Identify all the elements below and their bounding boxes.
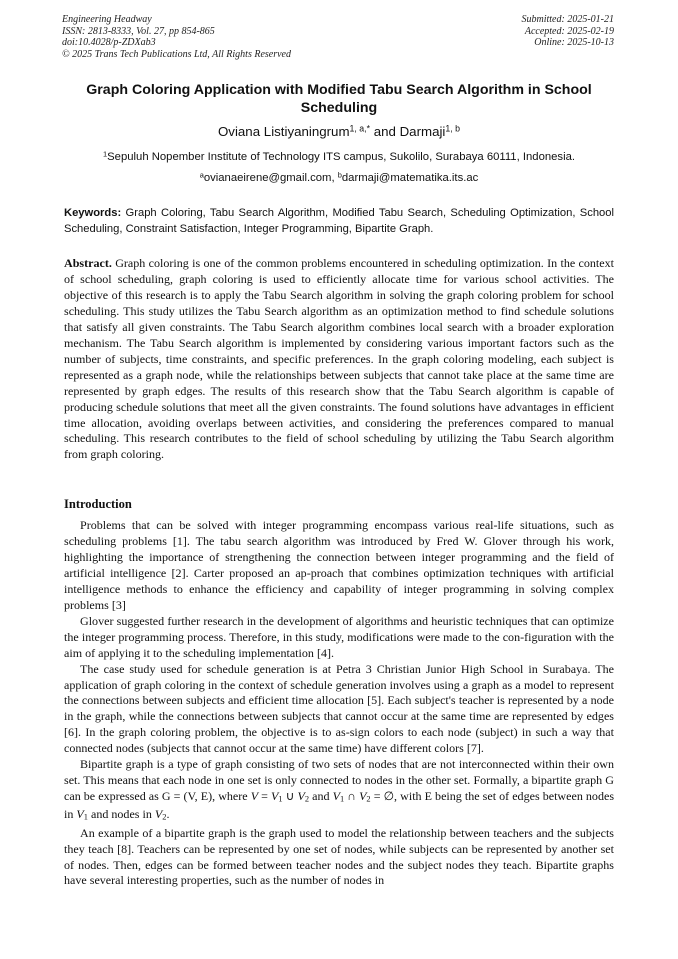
journal-header-left bbox=[62, 14, 291, 60]
affiliation-marker: 1 bbox=[103, 149, 108, 159]
journal-name: Engineering Headway bbox=[62, 14, 152, 25]
math-sub-2-b: 2 bbox=[366, 793, 371, 804]
keywords bbox=[64, 206, 614, 237]
journal-copyright: © 2025 Trans Tech Publications Ltd, All Rights Reserved bbox=[62, 48, 291, 60]
intro-paragraph-4 bbox=[64, 757, 614, 825]
abstract bbox=[64, 256, 614, 463]
author-emails bbox=[64, 171, 614, 185]
math-sub-2-c: 2 bbox=[162, 811, 167, 822]
email-b-marker: b bbox=[337, 170, 342, 180]
intro-paragraph-3: The case study used for schedule generation is at Petra 3 Christian Junior High School in Surabaya. The application of graph coloring in the context of schedule generation involves using a graph as a model to represent the connections between subjects and efficient time allocation [5]. Each subject's teacher is represented by a node in the graph, while the connections between subjects that cannot occur at the same time are represented by edges [6]. In the graph coloring problem, the objective is to as-sign colors to each node (subject) in such a way that connected nodes (subjects that cannot occur at the same time) have different colors [7]. bbox=[64, 661, 614, 756]
math-V2-c: V bbox=[154, 807, 163, 822]
intro-paragraph-2: Glover suggested further research in the development of algorithms and heuristic techniques that can optimize the integer programming process. Therefore, in this study, modifications were made to the con-figuration with the aim of applying it to the scheduling implementation [4]. bbox=[64, 613, 614, 660]
math-union: ∪ bbox=[282, 789, 298, 804]
math-sub-2: 2 bbox=[304, 793, 310, 804]
intro-paragraph-5: An example of a bipartite graph is the graph used to model the relationship between teachers and the subjects they teach [8]. Teachers can be represented by one set of nodes, while subjects can be represented by another set of nodes. Then, edges can be formed between teacher nodes and the subject nodes they teach. Bipartite graphs have several interesting properties, such as the number of nodes in bbox=[64, 825, 614, 888]
author-conjunction: and bbox=[370, 124, 400, 139]
math-intersection: ∩ bbox=[344, 789, 360, 804]
math-sub-1: 1 bbox=[278, 793, 283, 804]
math-empty-set: = ∅, bbox=[370, 789, 398, 804]
affiliation-text: Sepuluh Nopember Institute of Technology ITS campus, Sukolilo, Surabaya 60111, Indonesia. bbox=[107, 151, 575, 163]
journal-header-right bbox=[522, 14, 615, 49]
keywords-text: Graph Coloring, Tabu Search Algorithm, Modified Tabu Search, Scheduling Optimization, School Scheduling, Constraint Satisfaction, Integer Programming, Bipartite Graph. bbox=[64, 207, 614, 235]
abstract-text: Graph coloring is one of the common problems encountered in scheduling optimization. In the context of school scheduling, graph coloring is used to efficiently allocate time for various school activities. The objective of this research is to apply the Tabu Search algorithm in solving the graph coloring problem for school scheduling. This study utilizes the Tabu Search algorithm as an optimization method to find schedule solutions that satisfy all given constraints. The Tabu Search algorithm combines local search with a broader exploration mechanism. The Tabu Search algorithm is implemented by considering various important factors such as the number of subjects, time constraints, and specific preferences. In the graph coloring modeling, each subject is represented as a graph node, while the relationships between subjects that cannot take place at the same time are represented by graph edges. The results of this research show that the Tabu Search algorithm is capable of producing schedule solutions that meet all the given constraints. The found solutions have advantages in efficient time allocation, avoiding overlaps between activities, and considering the preferences compared to manual scheduling. This research contributes to the field of school scheduling by utilizing the Tabu Search algorithm from graph coloring. bbox=[64, 256, 614, 462]
author-1-affil: 1, a,* bbox=[349, 123, 370, 134]
email-a[interactable]: ovianaeirene@gmail.com bbox=[203, 172, 332, 184]
keywords-label: Keywords: bbox=[64, 207, 122, 219]
math-V2: V bbox=[297, 789, 305, 804]
math-V1-c: V bbox=[76, 807, 84, 822]
email-b[interactable]: darmaji@matematika.its.ac bbox=[341, 172, 479, 184]
math-V: V bbox=[250, 789, 259, 804]
introduction-body bbox=[64, 518, 614, 889]
author-2-affil: 1, b bbox=[445, 123, 461, 134]
p4-text-d: . bbox=[166, 807, 170, 822]
accepted-date: Accepted: 2025-02-19 bbox=[524, 25, 614, 37]
math-sub-1-c: 1 bbox=[83, 811, 88, 822]
email-a-marker: a bbox=[199, 170, 204, 180]
abstract-label: Abstract. bbox=[64, 256, 112, 270]
paper-title: Graph Coloring Application with Modified Tabu Search Algorithm in School Scheduling bbox=[86, 82, 592, 116]
author-line bbox=[64, 123, 614, 140]
p4-text-b: with E being the set of edges between nodes in bbox=[64, 789, 615, 822]
math-eq: = bbox=[258, 789, 271, 804]
math-V1-b: V bbox=[332, 789, 340, 804]
email-separator: , bbox=[331, 172, 338, 184]
submitted-date: Submitted: 2025-01-21 bbox=[521, 14, 614, 25]
p4-text-c: and nodes in bbox=[87, 807, 155, 822]
p4-and: and bbox=[309, 789, 333, 804]
math-sub-1-b: 1 bbox=[340, 793, 345, 804]
journal-doi[interactable]: doi:10.4028/p-ZDXab3 bbox=[62, 37, 156, 48]
journal-issn: ISSN: 2813-8333, Vol. 27, pp 854-865 bbox=[62, 25, 215, 37]
section-heading-introduction: Introduction bbox=[64, 497, 132, 511]
affiliation bbox=[64, 150, 614, 164]
math-V2-b: V bbox=[359, 789, 367, 804]
author-2: Darmaji bbox=[399, 124, 446, 139]
online-date: Online: 2025-10-13 bbox=[534, 37, 614, 48]
math-V1: V bbox=[271, 789, 279, 804]
p4-text-a: Bipartite graph is a type of graph consisting of two sets of nodes that are not interconnected within their own set. This means that each node in one set is only connected to nodes in the other set. Formally, a bipartite graph G can be expressed as G = (V, E), where bbox=[64, 757, 614, 804]
intro-paragraph-1: Problems that can be solved with integer programming encompass various real-life situations, such as scheduling problems [1]. The tabu search algorithm was introduced by Fred W. Glover through his work, highlighting the importance of strengthening the connection between integer programming and the field of artificial intelligence [2]. Carter proposed an ap-proach that combines optimization techniques with artificial intelligence methods to enhance the efficiency and capability of integer programming in solving complex problems [3] bbox=[64, 518, 614, 612]
author-1: Oviana Listiyaningrum bbox=[217, 124, 350, 139]
